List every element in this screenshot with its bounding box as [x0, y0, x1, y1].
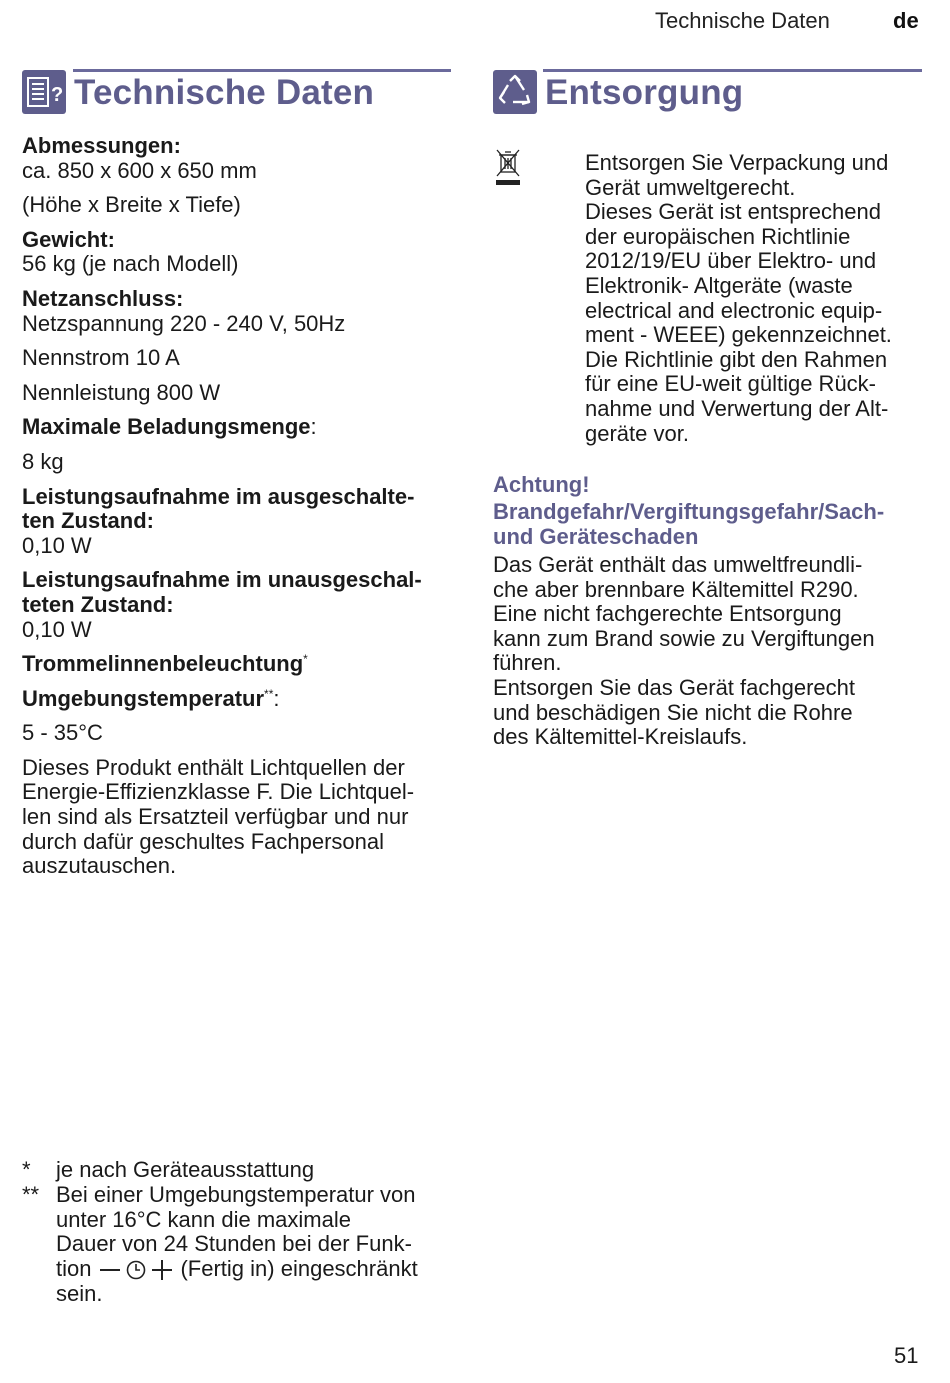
warning-line: che aber brennbare Kältemittel R290. — [493, 576, 859, 602]
off-mode-label-1: Leistungsaufnahme im ausgeschalte- — [22, 483, 415, 509]
footnote-body — [56, 1183, 418, 1307]
ambient-temp-value: 5 - 35°C — [22, 720, 103, 746]
max-load-row — [22, 415, 452, 440]
light-source-line: durch dafür geschultes Fachpersonal — [22, 828, 384, 854]
svg-text:?: ? — [51, 84, 63, 106]
footnotes — [22, 1158, 462, 1307]
footnote-line-with-icons — [56, 1257, 418, 1282]
drum-light-label: Trommelinnenbeleuchtung — [22, 651, 304, 677]
light-source-line: Energie-Effizienzklasse F. Die Lichtquel- — [22, 779, 415, 805]
clock-icon — [125, 1259, 147, 1281]
left-on-mode-value: 0,10 W — [22, 616, 92, 642]
disposal-line: ment - WEEE) gekennzeichnet. — [585, 322, 892, 348]
ambient-temp-label: Umgebungstemperatur — [22, 685, 265, 711]
warning-line: Entsorgen Sie das Gerät fachgerecht — [493, 674, 855, 700]
footnote-text: je nach Geräteausstattung — [56, 1157, 315, 1182]
off-mode-value: 0,10 W — [22, 532, 92, 558]
light-source-line: auszutauschen. — [22, 853, 177, 879]
disposal-line: Entsorgen Sie Verpackung und — [585, 150, 889, 175]
section-title-technical-data: Technische Daten — [74, 73, 375, 112]
minus-icon — [99, 1260, 121, 1280]
footnote-line: Dauer von 24 Stunden bei der Funk- — [56, 1231, 412, 1257]
footnote-mark: ** — [22, 1181, 40, 1207]
warning-subheading: Brandgefahr/Vergiftungsgefahr/Sach- — [493, 499, 885, 524]
disposal-line: Elektronik- Altgeräte (waste — [585, 272, 853, 298]
weight-label: Gewicht: — [22, 226, 115, 252]
max-load-label: Maximale Beladungsmenge — [22, 414, 311, 440]
disposal-line: nahme und Verwertung der Alt- — [585, 395, 889, 421]
warning-line: kann zum Brand sowie zu Vergiftungen — [493, 625, 875, 651]
footnote-mark: * — [22, 1157, 31, 1182]
left-on-mode-label-2: teten Zustand: — [22, 591, 174, 617]
off-mode-label-2: ten Zustand: — [22, 508, 154, 534]
footnote-1 — [22, 1158, 462, 1183]
warning-subheading: und Geräteschaden — [493, 524, 699, 549]
recycling-icon — [493, 70, 537, 114]
disposal-line: 2012/19/EU über Elektro- und — [585, 248, 877, 274]
disposal-line: für eine EU-weit gültige Rück- — [585, 371, 877, 397]
section-rule-right — [543, 69, 922, 72]
power-rating: Nennleistung 800 W — [22, 379, 221, 405]
dimensions-value: ca. 850 x 600 x 650 mm — [22, 157, 257, 183]
light-source-line: len sind als Ersatzteil verfügbar und nur — [22, 804, 409, 830]
drum-light-row — [22, 652, 452, 677]
warning-line: führen. — [493, 650, 562, 676]
ambient-temp-row — [22, 687, 452, 712]
warning-line: und beschädigen Sie nicht die Rohre — [493, 699, 853, 725]
page-number: 51 — [894, 1343, 919, 1368]
footnote-line: unter 16°C kann die maximale — [56, 1206, 351, 1232]
running-title: Technische Daten — [655, 8, 830, 33]
section-title-disposal: Entsorgung — [545, 73, 744, 112]
power-connection-label: Netzanschluss: — [22, 285, 184, 311]
disposal-line: electrical and electronic equip- — [585, 297, 883, 323]
warning-line: des Kältemittel-Kreislaufs. — [493, 724, 748, 750]
light-source-line: Dieses Produkt enthält Lichtquellen der — [22, 754, 405, 780]
weight-value: 56 kg (je nach Modell) — [22, 251, 239, 277]
language-code: de — [893, 8, 919, 33]
dimensions-label: Abmessungen: — [22, 133, 181, 158]
disposal-line: Dieses Gerät ist entsprechend — [585, 199, 881, 225]
technical-data-icon — [22, 70, 66, 114]
disposal-text — [585, 151, 930, 446]
technical-data-content — [22, 134, 452, 879]
disposal-line: Die Richtlinie gibt den Rahmen — [585, 346, 888, 372]
footnote-line: Bei einer Umgebungstemperatur von — [56, 1181, 416, 1207]
footnote-after-icons: (Fertig in) eingeschränkt — [180, 1256, 418, 1282]
drum-light-footnote-mark: * — [303, 652, 308, 667]
warning-line: Das Gerät enthält das umweltfreundli- — [493, 552, 863, 577]
section-rule-left — [73, 69, 451, 72]
disposal-line: Gerät umweltgerecht. — [585, 174, 796, 200]
crossed-out-bin-icon — [494, 148, 522, 193]
dimensions-note: (Höhe x Breite x Tiefe) — [22, 192, 241, 218]
ambient-temp-colon: : — [273, 685, 280, 711]
disposal-line: geräte vor. — [585, 420, 689, 446]
power-current: Nennstrom 10 A — [22, 345, 180, 371]
max-load-colon: : — [310, 414, 317, 440]
warning-line: Eine nicht fachgerechte Entsorgung — [493, 601, 842, 627]
max-load-value: 8 kg — [22, 448, 64, 474]
warning-text — [493, 553, 933, 750]
power-voltage: Netzspannung 220 - 240 V, 50Hz — [22, 310, 346, 336]
disposal-line: der europäischen Richtlinie — [585, 223, 851, 249]
footnote-line: sein. — [56, 1280, 103, 1306]
footnote-tion: tion — [56, 1256, 92, 1282]
warning-heading: Achtung! — [493, 472, 590, 497]
plus-icon — [151, 1259, 173, 1281]
warning-block — [493, 472, 933, 750]
ambient-temp-footnote-mark: ** — [264, 686, 274, 701]
left-on-mode-label-1: Leistungsaufnahme im unausgeschal- — [22, 567, 422, 593]
footnote-2 — [22, 1183, 462, 1307]
light-source-paragraph — [22, 756, 452, 879]
